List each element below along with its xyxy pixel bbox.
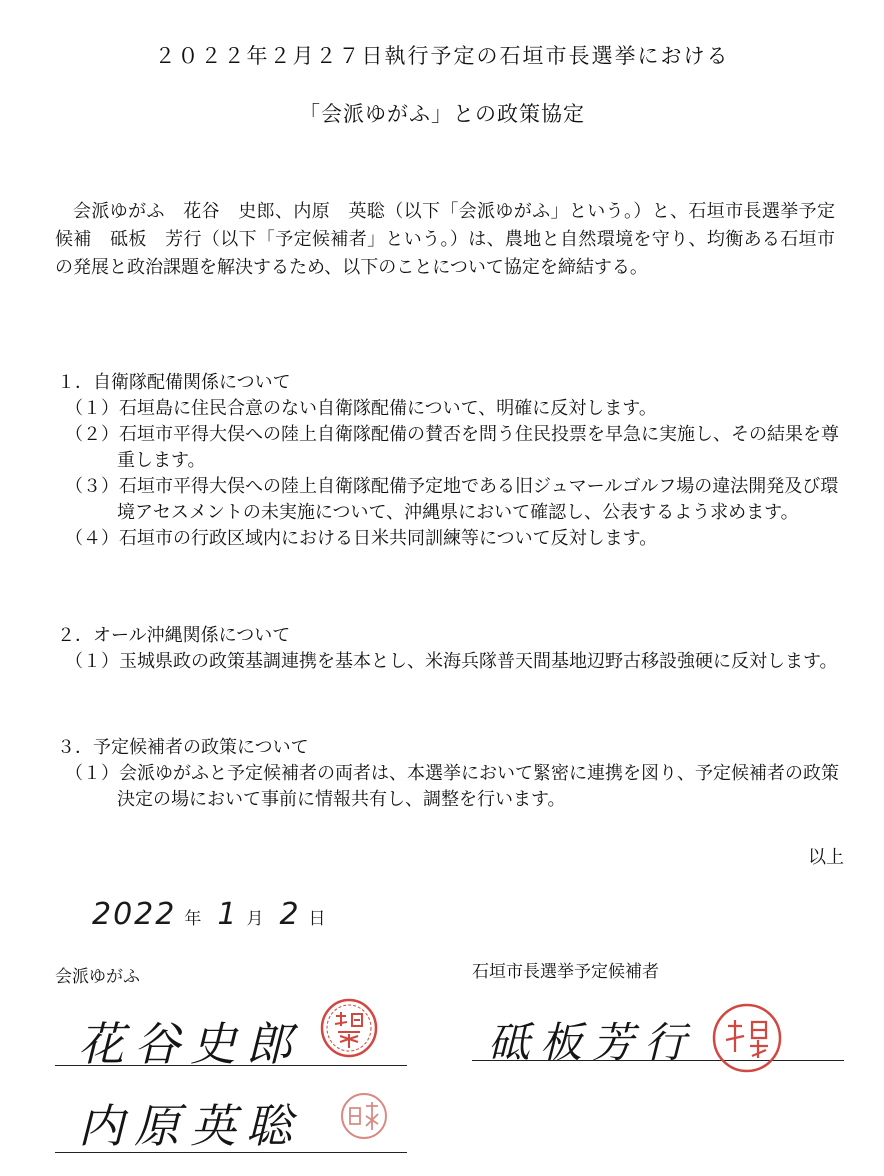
section-item: （２）石垣市平得大俣への陸上自衛隊配備の賛否を問う住民投票を早急に実施し、その結果を尊重します。	[65, 424, 839, 471]
signature-member-2: 内原英聡	[78, 1099, 302, 1153]
title-line-1: ２０２２年２月２７日執行予定の石垣市長選挙における	[154, 44, 730, 68]
org-label: 会派ゆがふ	[55, 967, 140, 987]
closing-mark: 以上	[808, 847, 844, 868]
section-heading: １．自衛隊配備関係について	[57, 372, 291, 393]
section-item: （４）石垣市の行政区域内における日米共同訓練等について反対します。	[65, 528, 658, 549]
date-year: 2022	[92, 897, 177, 932]
title-line-2: 「会派ゆがふ」との政策協定	[299, 102, 585, 126]
signature-line	[55, 1152, 407, 1153]
date-month-unit: 月	[246, 909, 266, 929]
date-day: 2	[279, 897, 301, 932]
signature-member-1: 花谷史郎	[78, 1017, 302, 1071]
handwritten-date	[92, 897, 342, 932]
section-heading: ３．予定候補者の政策について	[57, 737, 309, 758]
seal-stamp-icon	[318, 996, 380, 1060]
section-item: （３）石垣市平得大俣への陸上自衛隊配備予定地である旧ジュマールゴルフ場の違法開発及び環境アセスメントの未実施について、沖縄県において確認し、公表するよう求めます。	[65, 476, 839, 523]
intro-paragraph: 会派ゆがふ 花谷 史郎、内原 英聡（以下「会派ゆがふ」という。）と、石垣市長選挙予定候補 砥板 芳行（以下「予定候補者」という。）は、農地と自然環境を守り、均衡ある石垣市の発展と政治課題を解決するため、以下のことについて協定を締結する。	[55, 201, 835, 278]
seal-stamp-icon	[338, 1090, 390, 1142]
section-sdf-deployment	[55, 370, 845, 552]
signature-line	[472, 1060, 844, 1061]
section-heading: ２．オール沖縄関係について	[57, 625, 291, 646]
section-item: （１）会派ゆがふと予定候補者の両者は、本選挙において緊密に連携を図り、予定候補者の政策決定の場において事前に情報共有し、調整を行います。	[65, 763, 839, 810]
section-candidate-policy	[55, 735, 845, 813]
section-item: （１）玉城県政の政策基調連携を基本とし、米海兵隊普天間基地辺野古移設強硬に反対します。	[65, 651, 838, 672]
date-day-unit: 日	[308, 909, 328, 929]
date-month: 1	[217, 897, 239, 932]
signature-candidate: 砥板芳行	[488, 1018, 697, 1067]
date-year-unit: 年	[184, 909, 204, 929]
seal-stamp-icon	[708, 1000, 786, 1076]
signature-line	[55, 1065, 407, 1066]
section-item: （１）石垣島に住民合意のない自衛隊配備について、明確に反対します。	[65, 398, 657, 419]
section-all-okinawa	[55, 623, 845, 675]
candidate-label: 石垣市長選挙予定候補者	[472, 962, 659, 982]
